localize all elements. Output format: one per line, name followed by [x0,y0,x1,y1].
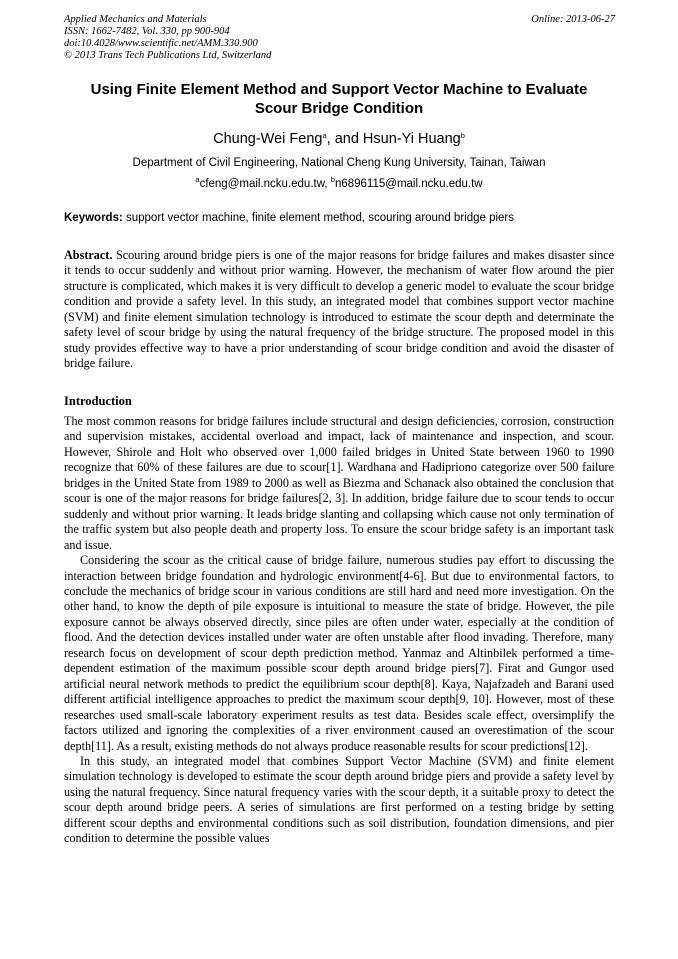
email-link[interactable]: n6896115@mail.ncku.edu.tw [334,178,483,190]
copyright-line: © 2013 Trans Tech Publications Ltd, Switzerland [64,50,272,61]
keywords-label: Keywords: [64,212,123,224]
email-list [64,177,614,191]
issn-line: ISSN: 1662-7482, Vol. 330, pp 900-904 [64,26,230,37]
email-superscript: b [330,175,335,184]
abstract-text: Scouring around bridge piers is one of the major reasons for bridge failures and makes disaster since it tends to occur suddenly and without prior warning. However, the mechanism of water flow around the pier structure is complicated, which makes it is very difficult to develop a generic model to evaluate the scour bridge condition and provide a safety level. In this study, an integrated model that combines support vector machine (SVM) and finite element simulation technology is introduced to estimate the scour depth and determinate the safety level of scour bridge by using the natural frequency of the bridge structure. The proposed model in this study provides effective way to have a prior understanding of scour bridge condition and avoid the disaster of bridge failure. [64,248,614,371]
keywords [64,211,616,225]
introduction-body [64,414,614,847]
title-line-2: Scour Bridge Condition [254,100,424,117]
journal-name: Applied Mechanics and Materials [64,14,207,25]
section-heading: Introduction [64,394,132,408]
author-superscript: b [460,131,465,140]
paragraph: The most common reasons for bridge failures include structural and design deficiencies, corrosion, construction and supervision mistakes, accidental overload and impact, lack of maintenance and inspection, and scour. However, Shirole and Holt who observed over 1,000 failed bridges in United State between 1960 to 1990 recognize that 60% of these failures are due to scour[1]. Wardhana and Hadipriono categorize over 500 failure bridges in the United State from 1989 to 2000 as well as Biezma and Schanack also obtained the conclusion that scour is one of the major reasons for bridge failures[2, 3]. In addition, bridge failure due to scour tends to occur suddenly and without prior warning. It leads bridge slanting and collapsing which cause not only termination of the traffic system but also people death and property loss. To ensure the scour bridge safety is an important task and issue. [64,414,614,552]
doi-line: doi:10.4028/www.scientific.net/AMM.330.900 [64,38,258,49]
author-list [64,130,614,148]
author-name: Chung-Wei Feng [213,131,323,147]
paragraph: Considering the scour as the critical cause of bridge failure, numerous studies pay effort to discussing the interaction between bridge foundation and hydrologic environment[4-6]. But due to environmental factors, to conclude the mechanics of bridge scour in various conditions are still hard and need more investigation. On the other hand, to know the depth of pile exposure is intuitional to measure the state of bridge. However, the pile exposure cannot be always observed directly, since piles are often under water, especially at the condition of flood. And the detection devices installed under water are often unstable after flood invading. Therefore, many research focus on development of scour depth prediction method. Yanmaz and Altinbilek performed a time-dependent estimation of the maximum possible scour depth around bridge piers[7]. Firat and Gungor used artificial neural network methods to predict the equilibrium scour depth[8]. Kaya, Najafzadeh and Barani used different artificial intelligence approaches to predict the maximum scour depth[9, 10]. However, most of these researches used small-scale laboratory experiment results as test data. Besides scale effect, oversimplify the factors utilized and ignoring the complexities of a river environment caused an overestimation of the scour depth[11]. As a result, existing methods do not always produce reasonable results for scour predictions[12]. [64,553,614,753]
author-separator: , and [326,131,363,147]
author-name: Hsun-Yi Huang [362,131,461,147]
email-link[interactable]: cfeng@mail.ncku.edu.tw [199,178,325,190]
author-superscript: a [322,131,327,140]
abstract [64,248,614,372]
affiliation: Department of Civil Engineering, National Cheng Kung University, Tainan, Taiwan [132,157,546,169]
email-separator: , [324,178,331,190]
title-line-1: Using Finite Element Method and Support Vector Machine to Evaluate [90,81,588,98]
paper-title [64,80,614,118]
journal-header [64,14,271,62]
abstract-label: Abstract. [64,248,113,262]
online-date: Online: 2013-06-27 [531,14,615,25]
paragraph: In this study, an integrated model that combines Support Vector Machine (SVM) and finite element simulation technology is developed to estimate the scour depth around bridge piers and provide a safety level by using the natural frequency. Since natural frequency varies with the scour depth, it a suitable proxy to detect the scour depth around bridge peers. A series of simulations are first performed on a testing bridge by setting different scour depths and environmental conditions such as soil distribution, foundation dimensions, and pier condition to determine the possible values [64,753,614,846]
keywords-text: support vector machine, finite element method, scouring around bridge piers [122,212,515,224]
email-superscript: a [195,175,200,184]
